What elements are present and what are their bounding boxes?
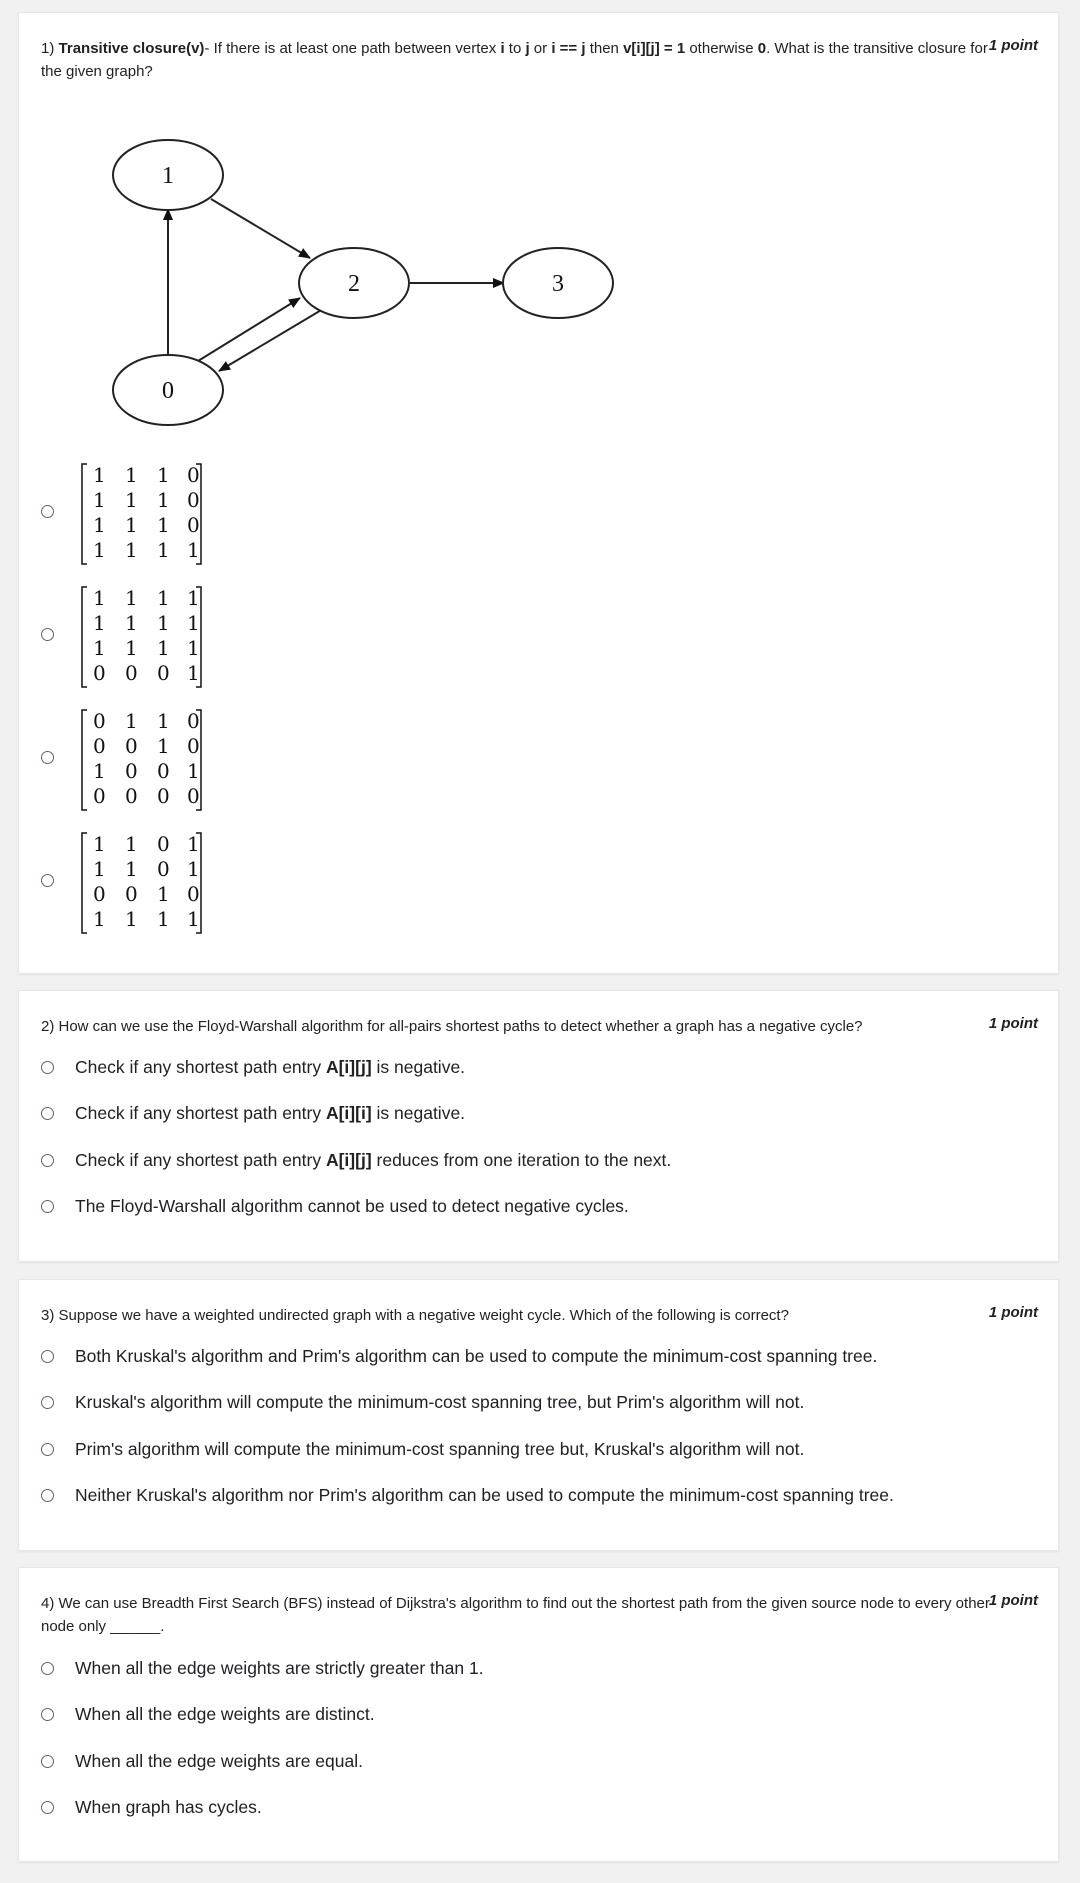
matrix-cell: 1	[157, 463, 170, 487]
question-card-4	[18, 1567, 1059, 1862]
matrix-cell: 0	[93, 709, 106, 733]
matrix-cell: 0	[187, 709, 200, 733]
matrix-left-bracket	[82, 710, 87, 810]
matrix-cell: 1	[93, 513, 106, 537]
matrix-cell: 0	[157, 832, 170, 856]
matrix-cell: 1	[125, 538, 138, 562]
matrix-cell: 1	[157, 513, 170, 537]
matrix-cell: 0	[157, 759, 170, 783]
matrix-cell: 1	[187, 636, 200, 660]
matrix-cell: 1	[157, 538, 170, 562]
radio-button[interactable]	[41, 1396, 54, 1409]
matrix-cell: 1	[187, 538, 200, 562]
matrix-cell: 1	[187, 661, 200, 685]
svg-text:3: 3	[552, 271, 564, 297]
matrix-cell: 1	[93, 538, 106, 562]
matrix-cell: 0	[187, 463, 200, 487]
points-label: 1 point	[988, 1592, 1038, 1609]
question-card-1	[18, 12, 1059, 974]
matrix-cell: 1	[157, 907, 170, 931]
svg-text:1: 1	[162, 163, 174, 189]
question-text: 1) Transitive closure(v)- If there is at least one path between vertex i to j or i == j then v[i][j] = 1 otherwise 0. What is the transitive closure for the given graph?	[41, 40, 988, 80]
matrix-cell: 1	[125, 513, 138, 537]
radio-button[interactable]	[41, 1107, 54, 1120]
question-text: 3) Suppose we have a weighted undirected graph with a negative weight cycle. Which of the following is correct?	[41, 1307, 789, 1324]
radio-button[interactable]	[41, 751, 54, 764]
graph-node-1	[113, 140, 223, 210]
matrix-cell: 1	[125, 586, 138, 610]
matrix-cell: 1	[125, 463, 138, 487]
graph-node-3	[503, 248, 613, 318]
option-label[interactable]: Neither Kruskal's algorithm nor Prim's algorithm can be used to compute the minimum-cost spanning tree.	[75, 1485, 894, 1505]
matrix-cell: 0	[125, 661, 138, 685]
matrix-cell: 1	[125, 488, 138, 512]
graph-node-2	[299, 248, 409, 318]
matrix-option-4	[79, 831, 229, 935]
radio-button[interactable]	[41, 1200, 54, 1213]
matrix-option-3	[79, 708, 229, 812]
matrix-cell: 1	[125, 636, 138, 660]
option-label[interactable]: When all the edge weights are distinct.	[75, 1704, 375, 1724]
matrix-cell: 1	[93, 611, 106, 635]
option-label[interactable]: When all the edge weights are strictly greater than 1.	[75, 1658, 484, 1678]
option-label[interactable]: Check if any shortest path entry A[i][j] is negative.	[75, 1057, 466, 1077]
matrix-cell: 0	[93, 784, 106, 808]
matrix-cell: 0	[187, 882, 200, 906]
radio-button[interactable]	[41, 628, 54, 641]
edge-2-to-0	[219, 309, 323, 371]
option-label[interactable]: Prim's algorithm will compute the minimum-cost spanning tree but, Kruskal's algorithm will not.	[75, 1439, 805, 1459]
radio-button[interactable]	[41, 1662, 54, 1675]
matrix-cell: 1	[187, 586, 200, 610]
matrix-cell: 1	[125, 709, 138, 733]
matrix-cell: 1	[157, 709, 170, 733]
radio-button[interactable]	[41, 874, 54, 887]
points-label: 1 point	[988, 1304, 1038, 1321]
matrix-cell: 0	[187, 513, 200, 537]
question-text: 4) We can use Breadth First Search (BFS) instead of Dijkstra's algorithm to find out the shortest path from the given source node to every other node only ______.	[41, 1595, 990, 1635]
matrix-cell: 0	[187, 488, 200, 512]
svg-text:0: 0	[162, 378, 174, 404]
matrix-cell: 0	[93, 661, 106, 685]
matrix-cell: 1	[125, 832, 138, 856]
matrix-cell: 1	[93, 586, 106, 610]
matrix-cell: 1	[125, 907, 138, 931]
option-label[interactable]: When all the edge weights are equal.	[75, 1751, 363, 1771]
edge-0-to-2	[198, 298, 300, 361]
matrix-left-bracket	[82, 833, 87, 933]
matrix-cell: 0	[187, 784, 200, 808]
radio-button[interactable]	[41, 505, 54, 518]
matrix-cell: 0	[125, 784, 138, 808]
matrix-cell: 0	[187, 734, 200, 758]
matrix-cell: 1	[125, 611, 138, 635]
graph-diagram	[91, 117, 631, 447]
option-label[interactable]: Check if any shortest path entry A[i][j] reduces from one iteration to the next.	[75, 1150, 672, 1170]
matrix-cell: 0	[125, 734, 138, 758]
points-label: 1 point	[988, 37, 1038, 54]
matrix-cell: 1	[93, 907, 106, 931]
option-label[interactable]: When graph has cycles.	[75, 1797, 262, 1817]
radio-button[interactable]	[41, 1489, 54, 1502]
radio-button[interactable]	[41, 1801, 54, 1814]
question-text: 2) How can we use the Floyd-Warshall algorithm for all-pairs shortest paths to detect whether a graph has a negative cycle?	[41, 1018, 863, 1035]
radio-button[interactable]	[41, 1443, 54, 1456]
matrix-cell: 0	[93, 882, 106, 906]
matrix-cell: 1	[187, 857, 200, 881]
matrix-left-bracket	[82, 464, 87, 564]
matrix-cell: 0	[157, 661, 170, 685]
option-label[interactable]: The Floyd-Warshall algorithm cannot be used to detect negative cycles.	[75, 1196, 629, 1216]
matrix-cell: 0	[157, 857, 170, 881]
option-label[interactable]: Both Kruskal's algorithm and Prim's algorithm can be used to compute the minimum-cost spanning tree.	[75, 1346, 878, 1366]
matrix-cell: 1	[93, 463, 106, 487]
question-card-3	[18, 1279, 1059, 1551]
matrix-cell: 1	[93, 636, 106, 660]
matrix-cell: 1	[187, 611, 200, 635]
graph-node-0	[113, 355, 223, 425]
matrix-cell: 1	[93, 832, 106, 856]
matrix-cell: 1	[157, 734, 170, 758]
matrix-cell: 1	[157, 586, 170, 610]
points-label: 1 point	[988, 1015, 1038, 1032]
matrix-cell: 1	[157, 636, 170, 660]
matrix-cell: 1	[93, 759, 106, 783]
matrix-option-2	[79, 585, 229, 689]
matrix-cell: 1	[93, 857, 106, 881]
option-label[interactable]: Check if any shortest path entry A[i][i] is negative.	[75, 1103, 466, 1123]
matrix-cell: 0	[93, 734, 106, 758]
edge-1-to-2	[211, 199, 310, 258]
matrix-option-1	[79, 462, 229, 566]
matrix-left-bracket	[82, 587, 87, 687]
matrix-cell: 0	[125, 759, 138, 783]
svg-text:2: 2	[348, 271, 360, 297]
matrix-cell: 1	[187, 907, 200, 931]
matrix-cell: 1	[157, 882, 170, 906]
matrix-cell: 1	[93, 488, 106, 512]
matrix-cell: 1	[157, 611, 170, 635]
matrix-cell: 1	[157, 488, 170, 512]
radio-button[interactable]	[41, 1061, 54, 1074]
radio-button[interactable]	[41, 1708, 54, 1721]
radio-button[interactable]	[41, 1755, 54, 1768]
matrix-cell: 1	[125, 857, 138, 881]
matrix-cell: 0	[125, 882, 138, 906]
radio-button[interactable]	[41, 1350, 54, 1363]
radio-button[interactable]	[41, 1154, 54, 1167]
option-label[interactable]: Kruskal's algorithm will compute the minimum-cost spanning tree, but Prim's algorithm will not.	[75, 1392, 805, 1412]
question-card-2	[18, 990, 1059, 1262]
matrix-cell: 1	[187, 759, 200, 783]
matrix-cell: 0	[157, 784, 170, 808]
matrix-cell: 1	[187, 832, 200, 856]
